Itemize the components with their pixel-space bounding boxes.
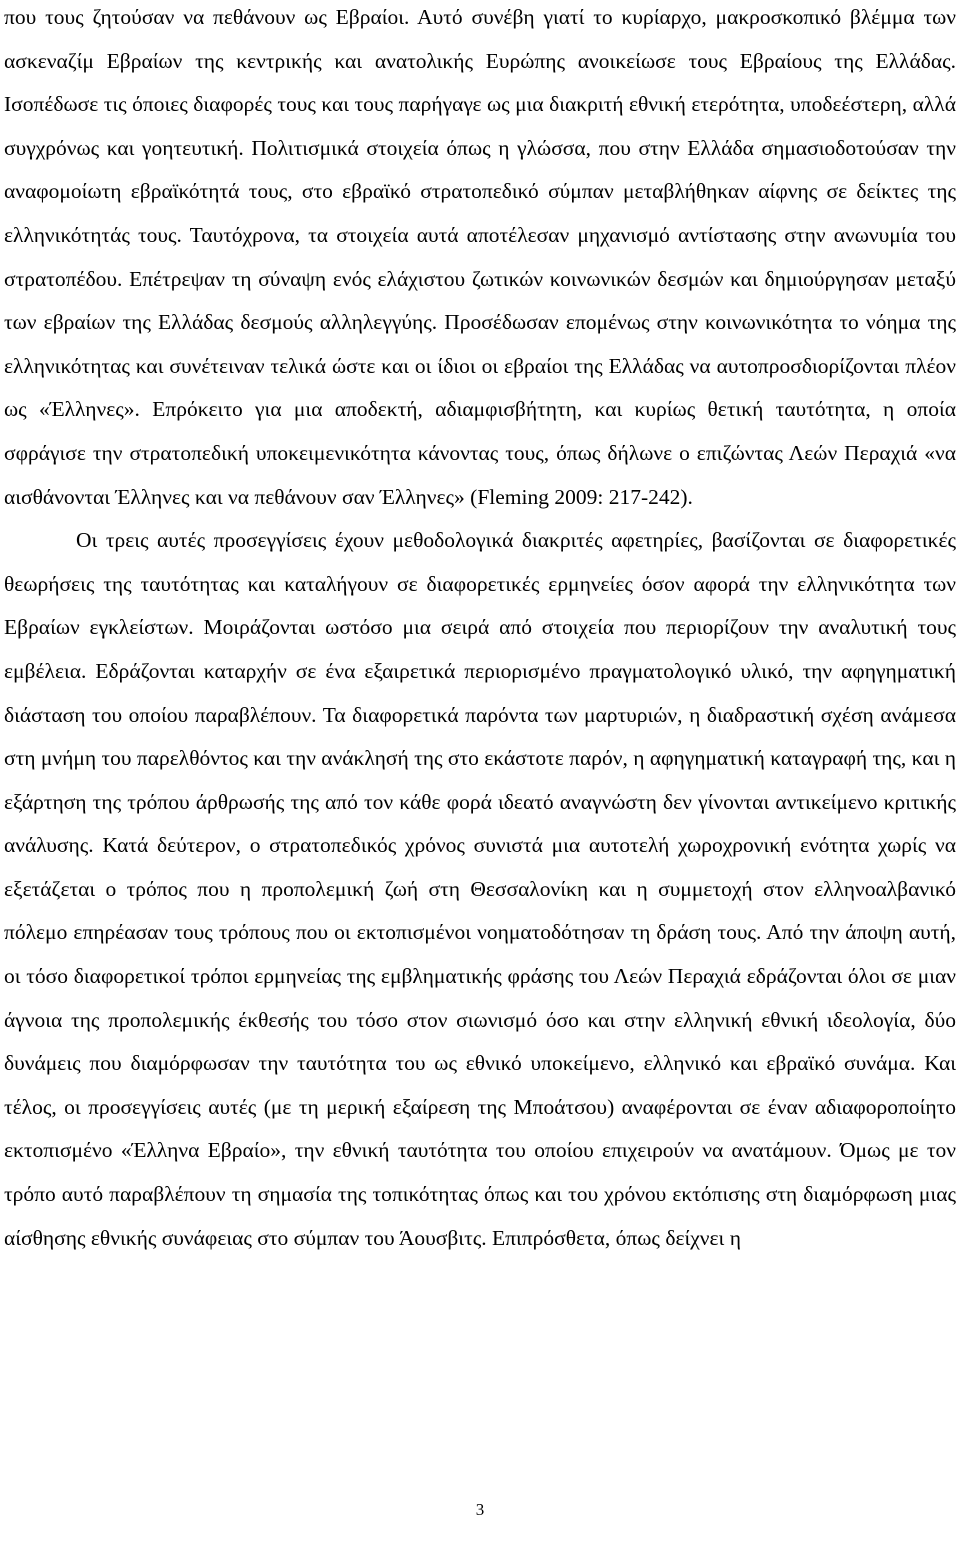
body-text — [4, 0, 956, 1260]
page-number: 3 — [475, 1500, 485, 1519]
paragraph-2: Οι τρεις αυτές προσεγγίσεις έχουν μεθοδολογικά διακριτές αφετηρίες, βασίζονται σε διαφορετικές θεωρήσεις της ταυτότητας και καταλήγουν σε διαφορετικές ερμηνείες όσον αφορά την ελληνικότητα των Εβραίων εγκλείστων. Μοιράζονται ωστόσο μια σειρά από στοιχεία που περιορίζουν την αναλυτική τους εμβέλεια. Εδράζονται καταρχήν σε ένα εξαιρετικά περιορισμένο πραγματολογικό υλικό, την αφηγηματική διάσταση του οποίου παραβλέπουν. Τα διαφορετικά παρόντα των μαρτυριών, η διαδραστική σχέση ανάμεσα στη μνήμη του παρελθόντος και την ανάκλησή της στο εκάστοτε παρόν, η αφηγηματική καταγραφή της, και η εξάρτηση της τρόπου άρθρωσής της από τον κάθε φορά ιδεατό αναγνώστη δεν γίνονται αντικείμενο κριτικής ανάλυσης. Κατά δεύτερον, ο στρατοπεδικός χρόνος συνιστά μια αυτοτελή χωροχρονική ενότητα χωρίς να εξετάζεται ο τρόπος που η προπολεμική ζωή στη Θεσσαλονίκη και η συμμετοχή στον ελληνοαλβανικό πόλεμο επηρέασαν τους τρόπους που οι εκτοπισμένοι νοηματοδότησαν τη δράση τους. Από την άποψη αυτή, οι τόσο διαφορετικοί τρόποι ερμηνείας της εμβληματικής φράσης του Λεών Περαχιά εδράζονται όλοι σε μιαν άγνοια της προπολεμικής έκθεσής του τόσο στον σιωνισμό όσο και στην ελληνική εθνική ιδεολογία, δύο δυνάμεις που διαμόρφωσαν την ταυτότητα του ως εθνικό υποκείμενο, ελληνικό και εβραϊκό συνάμα. Και τέλος, οι προσεγγίσεις αυτές (με τη μερική εξαίρεση της Μποάτσου) αναφέρονται σε έναν αδιαφοροποίητο εκτοπισμένο «Έλληνα Εβραίο», την εθνική ταυτότητα του οποίου επιχειρούν να ανατάμουν. Όμως με τον τρόπο αυτό παραβλέπουν τη σημασία της τοπικότητας όπως και του χρόνου εκτόπισης στη διαμόρφωση μιας αίσθησης εθνικής συνάφειας στο σύμπαν του Άουσβιτς. Επιπρόσθετα, όπως δείχνει η — [4, 528, 956, 1250]
paragraph-1: που τους ζητούσαν να πεθάνουν ως Εβραίοι. Αυτό συνέβη γιατί το κυρίαρχο, μακροσκοπικό βλέμμα των ασκεναζίμ Εβραίων της κεντρικής και ανατολικής Ευρώπης ανοικείωσε τους Εβραίους της Ελλάδας. Ισοπέδωσε τις όποιες διαφορές τους και τους παρήγαγε ως μια διακριτή εθνική ετερότητα, υποδεέστερη, αλλά συγχρόνως και γοητευτική. Πολιτισμικά στοιχεία όπως η γλώσσα, που στην Ελλάδα σημασιοδοτούσαν την αναφομοίωτη εβραϊκότητά τους, στο εβραϊκό στρατοπεδικό σύμπαν μεταβλήθηκαν αίφνης σε δείκτες της ελληνικότητάς τους. Ταυτόχρονα, τα στοιχεία αυτά αποτέλεσαν μηχανισμό αντίστασης στην ανωνυμία του στρατοπέδου. Επέτρεψαν τη σύναψη ενός ελάχιστου ζωτικών κοινωνικών δεσμών και δημιούργησαν μεταξύ των εβραίων της Ελλάδας δεσμούς αλληλεγγύης. Προσέδωσαν επομένως στην κοινωνικότητα το νόημα της ελληνικότητας και συνέτειναν τελικά ώστε και οι ίδιοι οι εβραίοι της Ελλάδας να αυτοπροσδιορίζονται πλέον ως «Έλληνες». Επρόκειτο για μια αποδεκτή, αδιαμφισβήτητη, και κυρίως θετική ταυτότητα, η οποία σφράγισε την στρατοπεδική υποκειμενικότητα κάνοντας τους, όπως δήλωνε ο επιζώντας Λεών Περαχιά «να αισθάνονται Έλληνες και να πεθάνουν σαν Έλληνες» (Fleming 2009: 217-242). — [4, 5, 956, 509]
